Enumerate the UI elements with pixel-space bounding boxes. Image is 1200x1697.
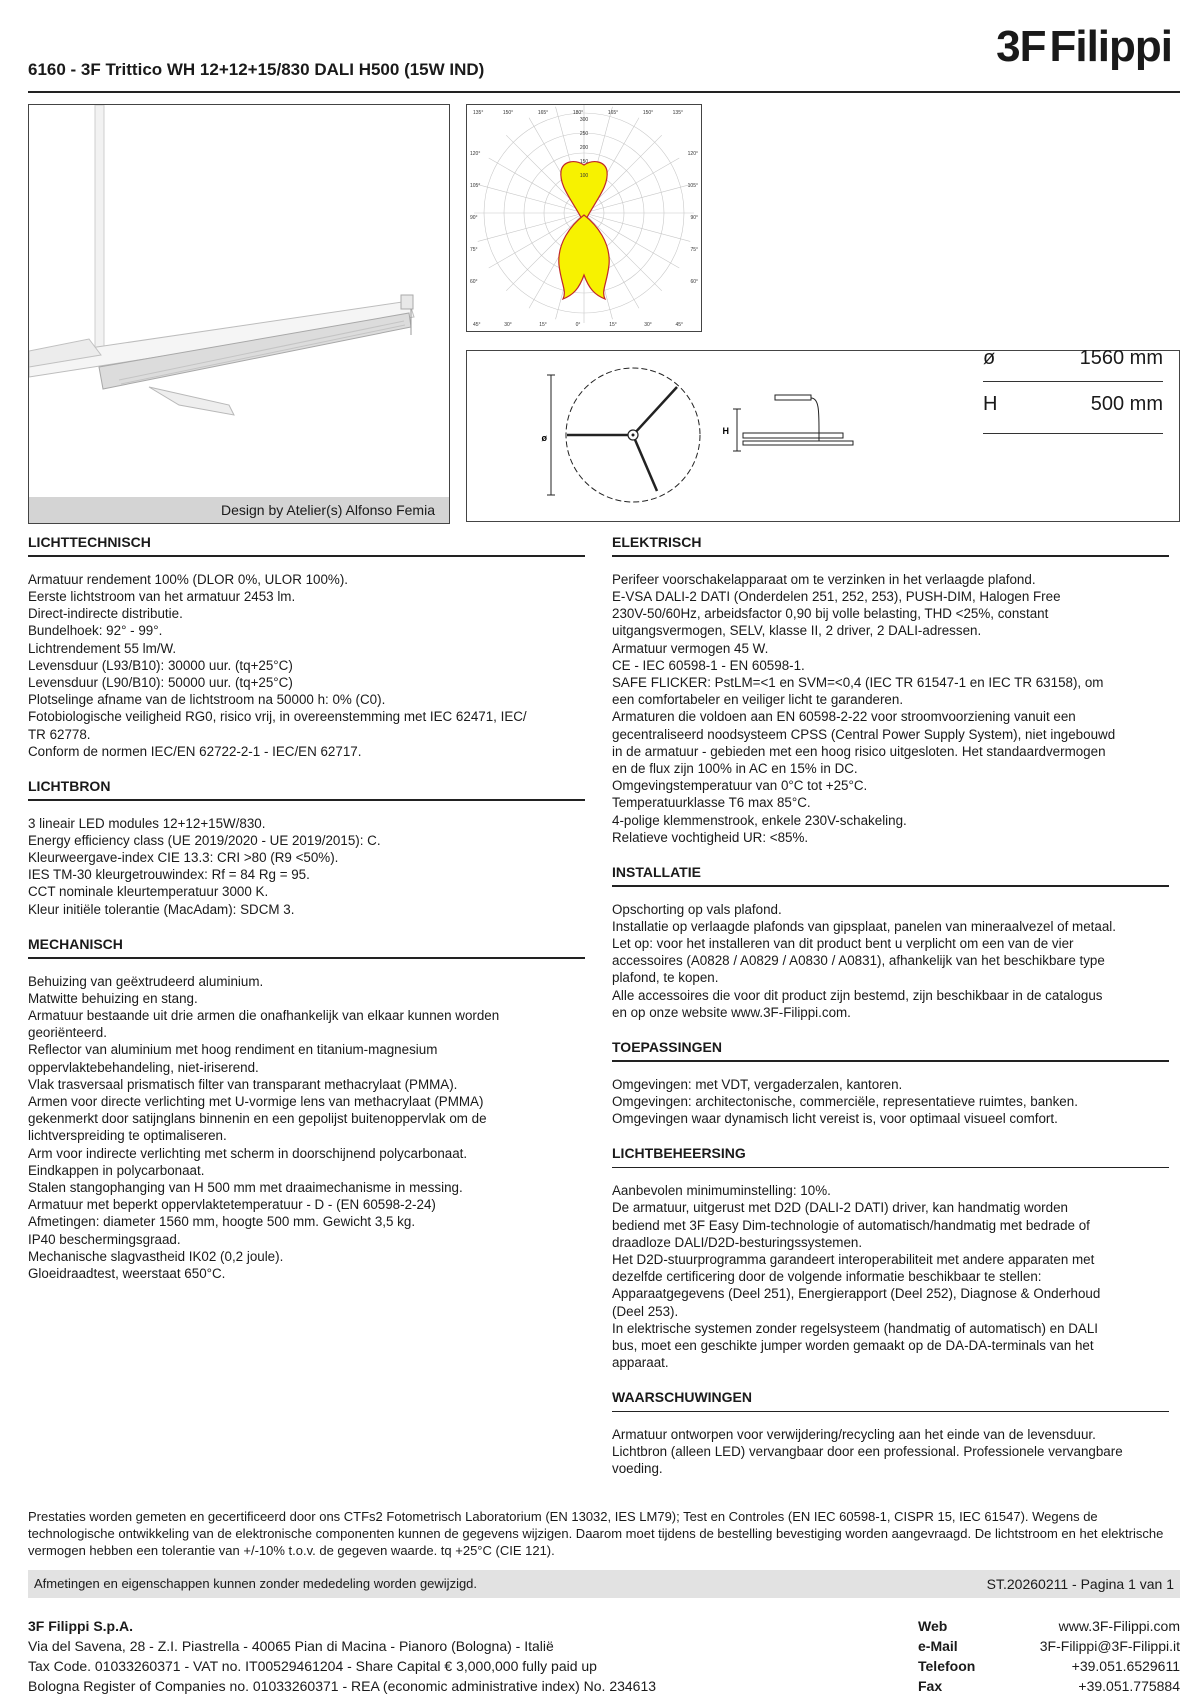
spec-line: Eindkappen in polycarbonaat. xyxy=(28,1162,205,1178)
section-rule xyxy=(612,1060,1169,1062)
contact-value[interactable]: 3F-Filippi@3F-Filippi.it xyxy=(1039,1638,1180,1654)
contact-value[interactable]: +39.051.775884 xyxy=(1078,1678,1180,1694)
section-rule xyxy=(612,1411,1169,1413)
company-register: Bologna Register of Companies no. 01033260371 - REA (economic administrative index) No. 234613 xyxy=(28,1678,657,1694)
section-lichtbron xyxy=(28,778,585,918)
spec-line: Installatie op verlaagde plafonds van gipsplaat, panelen van mineraalvezel of metaal. xyxy=(612,918,1116,934)
spec-line: Lichtbron (alleen LED) vervangbaar door een professional. Professionele vervangbare xyxy=(612,1444,1123,1460)
logo-text: Filippi xyxy=(1049,22,1172,71)
spec-line: Omgevingen waar dynamisch licht vereist is, voor optimaal visueel comfort. xyxy=(612,1111,1058,1127)
polar-tick-label: 0° xyxy=(575,322,581,328)
spec-line: een comfortabeler en veiliger licht te garanderen. xyxy=(612,692,904,708)
section-heading: WAARSCHUWINGEN xyxy=(612,1389,752,1406)
spec-line: Relatieve vochtigheid UR: <85%. xyxy=(612,829,809,845)
spec-line: 230V-50/60Hz, arbeidsfactor 0,90 bij volle belasting, THD <25%, constant xyxy=(612,606,1049,622)
polar-tick-label: 135° xyxy=(473,110,484,116)
section-rule xyxy=(28,799,585,801)
section-rule xyxy=(612,885,1169,887)
contact-label: Fax xyxy=(918,1678,943,1694)
polar-tick-label: 300 xyxy=(579,117,589,123)
indirect-lobe xyxy=(561,162,607,223)
spec-line: Bundelhoek: 92° - 99°. xyxy=(28,623,163,639)
notice-bar xyxy=(28,1570,1180,1598)
section-mechanisch xyxy=(28,936,585,1282)
polar-tick-label: 150° xyxy=(502,110,514,116)
spec-line: CCT nominale kleurtemperatuur 3000 K. xyxy=(28,884,269,900)
spec-line: Alle accessoires die voor dit product zijn bestemd, zijn beschikbaar in de catalogus xyxy=(612,987,1103,1003)
spec-line: Reflector van aluminium met hoog rendiment en titanium-magnesium xyxy=(28,1042,438,1058)
spec-line: Mechanische slagvastheid IK02 (0,2 joule). xyxy=(28,1248,284,1264)
section-heading: LICHTTECHNISCH xyxy=(28,534,151,550)
spec-line: Conform de normen IEC/EN 62722-2-1 - IEC/EN 62717. xyxy=(28,743,362,759)
designer-caption: Design by Atelier(s) Alfonso Femia xyxy=(29,497,449,523)
polar-tick-label: 90° xyxy=(470,215,478,221)
page-title: 6160 - 3F Trittico WH 12+12+15/830 DALI H500 (15W IND) xyxy=(28,60,485,79)
spec-line: dezelfde certificering door de volgende informatie beschikbaar te stellen: xyxy=(612,1269,1042,1285)
spec-line: Kleur initiële tolerantie (MacAdam): SDCM 3. xyxy=(28,901,295,917)
contact-label: Web xyxy=(918,1618,948,1634)
spec-line: Temperatuurklasse T6 max 85°C. xyxy=(612,795,811,811)
section-rule xyxy=(28,957,585,959)
spec-line: Het D2D-stuurprogramma garandeert interoperabiliteit met andere apparaten met xyxy=(612,1251,1095,1267)
spec-line: Omgevingen: met VDT, vergaderzalen, kantoren. xyxy=(612,1076,903,1092)
spec-line: Armaturen die voldoen aan EN 60598-2-22 voor stroomvoorziening vanuit een xyxy=(612,709,1076,725)
spec-line: oppervlaktebehandeling, niet-iriserend. xyxy=(28,1059,259,1075)
spec-line: Levensduur (L93/B10): 30000 uur. (tq+25°C) xyxy=(28,657,293,673)
section-heading: MECHANISCH xyxy=(28,935,123,952)
spec-line: Lichtrendement 55 lm/W. xyxy=(28,640,177,656)
section-heading: LICHTBEHEERSING xyxy=(612,1145,746,1162)
spec-line: draadloze DALI/D2D-besturingssystemen. xyxy=(612,1234,863,1250)
right-column xyxy=(612,534,1169,1496)
polar-tick-label: 180° xyxy=(572,110,584,116)
dimension-drawing xyxy=(466,347,1180,522)
polar-tick-label: 120° xyxy=(687,151,698,157)
dim-symbol: ø xyxy=(983,347,996,369)
spec-line: plafond, te kopen. xyxy=(612,970,719,986)
spec-line: Armatuur rendement 100% (DLOR 0%, ULOR 100%). xyxy=(28,571,349,587)
polar-tick-label: 165° xyxy=(537,110,549,116)
spec-line: apparaat. xyxy=(612,1355,669,1371)
spec-line: voeding. xyxy=(612,1461,663,1477)
dim-value: 1560 mm xyxy=(1079,347,1163,369)
dim-divider xyxy=(983,381,1163,382)
spec-line: Matwitte behuizing en stang. xyxy=(28,990,198,1006)
spec-line: Gloeidraadtest, weerstaat 650°C. xyxy=(28,1266,226,1282)
left-column xyxy=(28,534,585,1300)
spec-line: bus, moet een geschikte jumper worden gemaakt op de DA-DA-terminals van het xyxy=(612,1337,1094,1353)
spec-line: Armatuur vermogen 45 W. xyxy=(612,640,769,656)
spec-line: en de flux zijn 100% in AC en 15% in DC. xyxy=(612,760,858,776)
polar-tick-label: 30° xyxy=(644,322,652,328)
spec-line: Omgevingen: architectonische, commerciële, representatieve ruimtes, banken. xyxy=(612,1093,1078,1109)
logo-mark: 3F xyxy=(996,22,1046,71)
spec-line: Energy efficiency class (UE 2019/2020 - UE 2019/2015): C. xyxy=(28,832,381,848)
brand-logo xyxy=(996,22,1172,72)
section-toepassingen xyxy=(612,1039,1169,1127)
spec-line: Omgevingstemperatuur van 0°C tot +25°C. xyxy=(612,778,868,794)
spec-line: Afmetingen: diameter 1560 mm, hoogte 500 mm. Gewicht 3,5 kg. xyxy=(28,1214,416,1230)
spec-line: Armatuur bestaande uit drie armen die onafhankelijk van elkaar kunnen worden xyxy=(28,1007,500,1023)
spec-line: Let op: voor het installeren van dit product bent u verplicht om een van de vier xyxy=(612,936,1074,952)
spec-line: in de armatuur - gebieden met een hoog risico uitgesloten. Het standaardvermogen xyxy=(612,743,1106,759)
dim-divider xyxy=(983,433,1163,434)
diameter-label: ø xyxy=(541,433,547,443)
spec-line: en op onze website www.3F-Filippi.com. xyxy=(612,1004,851,1020)
spec-line: (Deel 253). xyxy=(612,1303,679,1319)
spec-line: Armatuur met beperkt oppervlaktetemperatuur - D - (EN 60598-2-24) xyxy=(28,1197,436,1213)
footnote: Prestaties worden gemeten en gecertificeerd door ons CTFs2 Fotometrisch Laboratorium (EN 13032, IES LM79); Test en Controles (EN IEC 60598-1, CISPR 15, IEC 61547). Wegens de technologische ontwikkeling van de elektronische componenten kunnen de gegevens wijzigen. Daarom moet tijdens de bestelling bevestiging worden aangevraagd. De lichtstroom en het elektrische vermogen hebben een tolerantie van +/-10% t.o.v. de gegeven waarde. tq +25°C (CIE 121). xyxy=(28,1509,1164,1558)
spec-line: Aanbevolen minimuminstelling: 10%. xyxy=(612,1183,831,1199)
section-heading: LICHTBRON xyxy=(28,777,111,794)
polar-tick-label: 105° xyxy=(470,183,481,189)
polar-tick-label: 135° xyxy=(672,110,683,116)
spec-line: E-VSA DALI-2 DATI (Onderdelen 251, 252, 253), PUSH-DIM, Halogen Free xyxy=(612,588,1061,604)
document-reference: ST.20260211 - Pagina 1 van 1 xyxy=(986,1576,1174,1592)
spec-line: Eerste lichtstroom van het armatuur 2453 lm. xyxy=(28,588,296,604)
section-rule xyxy=(612,555,1169,557)
section-lichttechnisch xyxy=(28,534,585,760)
polar-tick-label: 165° xyxy=(607,110,619,116)
dim-symbol: H xyxy=(983,393,998,415)
contact-value[interactable]: www.3F-Filippi.com xyxy=(1058,1618,1180,1634)
spec-line: gekenmerkt door satijnglans binnenin en een gepolijst buitenoppervlak om de xyxy=(28,1111,487,1127)
spec-line: bediend met 3F Easy Dim-technologie of automatisch/handmatig met bedrade of xyxy=(612,1217,1090,1233)
spec-line: lichtverspreiding te optimaliseren. xyxy=(28,1128,227,1144)
section-rule xyxy=(612,1167,1169,1169)
polar-tick-label: 100 xyxy=(579,173,589,179)
section-waarschuwingen xyxy=(612,1389,1169,1477)
polar-tick-label: 105° xyxy=(687,183,698,189)
polar-tick-label: 15° xyxy=(539,322,547,328)
polar-tick-label: 15° xyxy=(609,322,617,328)
product-image xyxy=(28,104,450,524)
contact-row xyxy=(918,1616,1180,1636)
spec-line: 4-polige klemmenstrook, enkele 230V-schakeling. xyxy=(612,812,907,828)
polar-tick-label: 200 xyxy=(579,145,589,151)
header-rule xyxy=(28,91,1180,93)
contact-value[interactable]: +39.051.6529611 xyxy=(1071,1658,1180,1674)
company-info xyxy=(28,1616,656,1696)
contact-row xyxy=(918,1656,1180,1676)
spec-line: Apparaatgegevens (Deel 251), Energierapport (Deel 252), Diagnose & Onderhoud xyxy=(612,1286,1101,1302)
contact-label: e-Mail xyxy=(918,1638,958,1654)
spec-line: IP40 beschermingsgraad. xyxy=(28,1231,181,1247)
polar-tick-label: 250 xyxy=(579,131,589,137)
polar-tick-label: 90° xyxy=(690,215,698,221)
spec-line: Direct-indirecte distributie. xyxy=(28,606,183,622)
spec-line: Plotselinge afname van de lichtstroom na 50000 h: 0% (C0). xyxy=(28,692,386,708)
spec-line: TR 62778. xyxy=(28,726,91,742)
company-address: Via del Savena, 28 - Z.I. Piastrella - 40065 Pian di Macina - Pianoro (Bologna) - Italië xyxy=(28,1638,554,1654)
contact-row xyxy=(918,1676,1180,1696)
spec-line: De armatuur, uitgerust met D2D (DALI-2 DATI) driver, kan handmatig worden xyxy=(612,1200,1068,1216)
spec-line: Vlak trasversaal prismatisch filter van transparant methacrylaat (PMMA). xyxy=(28,1076,458,1092)
company-name: 3F Filippi S.p.A. xyxy=(28,1618,133,1634)
section-heading: INSTALLATIE xyxy=(612,863,701,880)
spec-line: Perifeer voorschakelapparaat om te verzinken in het verlaagde plafond. xyxy=(612,571,1036,587)
contact-label: Telefoon xyxy=(918,1658,976,1674)
spec-line: georiënteerd. xyxy=(28,1025,107,1041)
notice-text: Afmetingen en eigenschappen kunnen zonder mededeling worden gewijzigd. xyxy=(34,1576,478,1591)
spec-line: gecentraliseerd noodsysteem CPSS (Central Power Supply System), niet ingebouwd xyxy=(612,726,1116,742)
section-lichtbeheersing xyxy=(612,1145,1169,1371)
polar-tick-label: 75° xyxy=(690,247,698,253)
section-installatie xyxy=(612,864,1169,1021)
spec-line: Armen voor directe verlichting met U-vormige lens van methacrylaat (PMMA) xyxy=(28,1093,484,1109)
polar-tick-label: 75° xyxy=(470,247,478,253)
spec-line: Kleurweergave-index CIE 13.3: CRI >80 (R9 <50%). xyxy=(28,850,339,866)
section-heading: ELEKTRISCH xyxy=(612,534,702,550)
section-elektrisch xyxy=(612,534,1169,846)
spec-line: Armatuur ontworpen voor verwijdering/recycling aan het einde van de levensduur. xyxy=(612,1427,1096,1443)
polar-tick-label: 150 xyxy=(579,159,589,165)
dim-value: 500 mm xyxy=(1090,393,1163,415)
height-label: H xyxy=(722,426,729,436)
polar-plot xyxy=(467,105,701,331)
contact-list xyxy=(918,1616,1180,1696)
section-heading: TOEPASSINGEN xyxy=(612,1039,722,1056)
polar-tick-label: 60° xyxy=(470,279,478,285)
spec-line: Opschorting op vals plafond. xyxy=(612,901,782,917)
spec-line: Stalen stangophanging van H 500 mm met draaimechanisme in messing. xyxy=(28,1180,463,1195)
spec-line: IES TM-30 kleurgetrouwindex: Rf = 84 Rg = 95. xyxy=(28,867,310,883)
spec-line: Arm voor indirecte verlichting met scherm in doorschijnend polycarbonaat. xyxy=(28,1145,468,1161)
polar-tick-label: 45° xyxy=(675,322,683,328)
spec-line: Levensduur (L90/B10): 50000 uur. (tq+25°C) xyxy=(28,674,293,690)
company-tax: Tax Code. 01033260371 - VAT no. IT00529461204 - Share Capital € 3,000,000 fully paid up xyxy=(28,1658,597,1674)
polar-tick-label: 30° xyxy=(504,322,512,328)
luminaire-illustration xyxy=(29,105,449,497)
contact-row xyxy=(918,1636,1180,1656)
spec-line: SAFE FLICKER: PstLM=<1 en SVM=<0,4 (IEC TR 61547-1 en IEC TR 63158), om xyxy=(612,674,1104,690)
polar-tick-label: 120° xyxy=(470,151,481,157)
spec-line: accessoires (A0828 / A0829 / A0830 / A0831), afhankelijk van het beschikbare type xyxy=(612,953,1105,969)
dimension-sketch xyxy=(467,351,947,521)
polar-tick-label: 45° xyxy=(473,322,481,328)
spec-line: 3 lineair LED modules 12+12+15W/830. xyxy=(28,815,266,831)
spec-line: uitgangsvermogen, SELV, klasse II, 2 driver, 2 DALI-adressen. xyxy=(612,623,982,639)
spec-line: Behuizing van geëxtrudeerd aluminium. xyxy=(28,973,264,989)
spec-line: Fotobiologische veiligheid RG0, risico vrij, in overeenstemming met IEC 62471, IEC/ xyxy=(28,709,527,725)
section-rule xyxy=(28,555,585,557)
polar-diagram xyxy=(466,104,702,332)
spec-line: CE - IEC 60598-1 - EN 60598-1. xyxy=(612,657,805,673)
polar-tick-label: 150° xyxy=(642,110,654,116)
spec-line: In elektrische systemen zonder regelsysteem (handmatig of automatisch) en DALI xyxy=(612,1320,1099,1336)
polar-tick-label: 60° xyxy=(690,279,698,285)
